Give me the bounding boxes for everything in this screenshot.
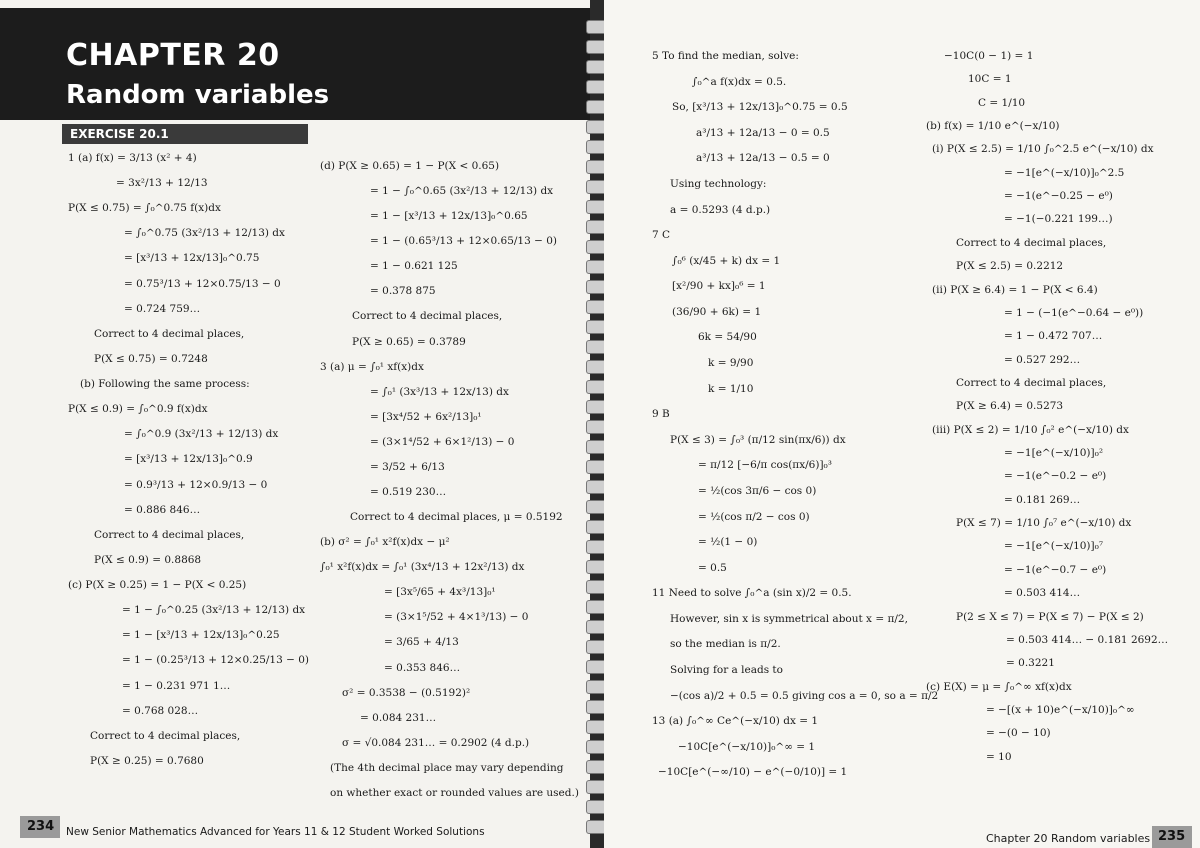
solution-line: = 1 − 0.231 971 1…	[122, 680, 231, 692]
solution-line: ∫₀⁶ (x/45 + k) dx = 1	[672, 255, 781, 267]
right-page	[604, 0, 1200, 848]
solution-line: P(X ≤ 0.9) = 0.8868	[94, 554, 202, 566]
solution-line: (b) Following the same process:	[80, 378, 250, 390]
solution-line: Correct to 4 decimal places, μ = 0.5192	[350, 511, 563, 523]
solution-line: = 10	[986, 751, 1012, 763]
solution-line: = ∫₀^0.75 (3x²/13 + 12/13) dx	[124, 227, 285, 239]
solution-line: (b) σ² = ∫₀¹ x²f(x)dx − μ²	[320, 536, 450, 548]
solution-line: [x²/90 + kx]₀⁶ = 1	[672, 280, 766, 292]
solution-line: = 1 − (0.25³/13 + 12×0.25/13 − 0)	[122, 654, 310, 666]
solution-line: P(X ≥ 0.65) = 0.3789	[352, 336, 466, 348]
solution-line: = ∫₀¹ (3x³/13 + 12x/13) dx	[370, 386, 509, 398]
solution-line: so the median is π/2.	[670, 638, 781, 650]
solution-line: (iii) P(X ≤ 2) = 1/10 ∫₀² e^(−x/10) dx	[932, 424, 1129, 436]
solution-line: = −1(e^−0.2 − e⁰)	[1004, 470, 1107, 482]
solution-line: = 1 − 0.621 125	[370, 260, 458, 272]
right-page-number: 235	[1158, 829, 1186, 844]
solution-line: = 0.3221	[1006, 657, 1055, 669]
solution-line: = [x³/13 + 12x/13]₀^0.75	[124, 252, 260, 264]
solution-line: (c) P(X ≥ 0.25) = 1 − P(X < 0.25)	[68, 579, 247, 591]
solution-line: = 0.378 875	[370, 285, 436, 297]
solution-line: P(X ≤ 3) = ∫₀³ (π/12 sin(πx/6)) dx	[670, 434, 846, 446]
solution-line: 13 (a) ∫₀^∞ Ce^(−x/10) dx = 1	[652, 715, 819, 727]
solution-line: P(X ≤ 7) = 1/10 ∫₀⁷ e^(−x/10) dx	[956, 517, 1132, 529]
solution-line: = 1 − [x³/13 + 12x/13]₀^0.25	[122, 629, 280, 641]
solution-line: −(cos a)/2 + 0.5 = 0.5 giving cos a = 0, so a = π/2	[670, 690, 939, 702]
left-page-number: 234	[27, 819, 55, 834]
solution-line: = ½(cos 3π/6 − cos 0)	[698, 485, 817, 497]
solution-line: = 0.181 269…	[1004, 494, 1081, 506]
solution-line: = 1 − (−1(e^−0.64 − e⁰))	[1004, 307, 1144, 319]
solution-line: = −[(x + 10)e^(−x/10)]₀^∞	[986, 704, 1135, 716]
solution-line: = 1 − ∫₀^0.25 (3x²/13 + 12/13) dx	[122, 604, 306, 616]
solution-line: = 0.527 292…	[1004, 354, 1081, 366]
solution-line: 7 C	[652, 229, 671, 241]
solution-line: on whether exact or rounded values are used.)	[330, 787, 579, 799]
solution-line: (c) E(X) = μ = ∫₀^∞ xf(x)dx	[926, 681, 1072, 693]
solution-line: k = 1/10	[708, 383, 754, 395]
solution-line: = ½(1 − 0)	[698, 536, 758, 548]
solution-line: P(X ≤ 0.9) = ∫₀^0.9 f(x)dx	[68, 403, 208, 415]
solution-line: −10C(0 − 1) = 1	[944, 50, 1034, 62]
solution-line: a³/13 + 12a/13 − 0.5 = 0	[696, 152, 830, 164]
solution-line: = 0.9³/13 + 12×0.9/13 − 0	[124, 479, 268, 491]
solution-line: = −1(e^−0.7 − e⁰)	[1004, 564, 1107, 576]
solution-line: = π/12 [−6/π cos(πx/6)]₀³	[698, 459, 832, 471]
solution-line: Correct to 4 decimal places,	[956, 237, 1107, 249]
solution-line: Correct to 4 decimal places,	[90, 730, 241, 742]
solution-line: (36/90 + 6k) = 1	[672, 306, 762, 318]
solution-line: 5 To find the median, solve:	[652, 50, 799, 62]
solution-line: (i) P(X ≤ 2.5) = 1/10 ∫₀^2.5 e^(−x/10) dx	[932, 143, 1154, 155]
solution-line: Correct to 4 decimal places,	[94, 529, 245, 541]
chapter-number: CHAPTER 20	[66, 38, 280, 73]
left-footer-text: New Senior Mathematics Advanced for Years 11 & 12 Student Worked Solutions	[66, 826, 485, 838]
solution-line: 6k = 54/90	[698, 331, 757, 343]
solution-line: Correct to 4 decimal places,	[94, 328, 245, 340]
chapter-title: Random variables	[66, 80, 330, 110]
solution-line: σ² = 0.3538 − (0.5192)²	[342, 687, 471, 699]
solution-line: = 1 − 0.472 707…	[1004, 330, 1103, 342]
solution-line: = 3/65 + 4/13	[384, 636, 459, 648]
solution-line: = ½(cos π/2 − cos 0)	[698, 511, 810, 523]
solution-line: C = 1/10	[978, 97, 1026, 109]
solution-line: = 0.353 846…	[384, 662, 461, 674]
solution-line: = 3x²/13 + 12/13	[116, 177, 208, 189]
solution-line: = −1(e^−0.25 − e⁰)	[1004, 190, 1113, 202]
solution-line: (The 4th decimal place may vary depending	[330, 762, 564, 774]
right-footer-text: Chapter 20 Random variables	[986, 832, 1151, 845]
solution-line: (ii) P(X ≥ 6.4) = 1 − P(X < 6.4)	[932, 284, 1098, 296]
solution-line: = 0.724 759…	[124, 303, 201, 315]
solution-line: 9 B	[652, 408, 670, 420]
solution-line: = 0.503 414…	[1004, 587, 1081, 599]
solution-line: 1 (a) f(x) = 3/13 (x² + 4)	[68, 152, 197, 164]
solution-line: = 0.519 230…	[370, 486, 447, 498]
solution-line: = (3×1⁴/52 + 6×1²/13) − 0	[370, 436, 515, 448]
solution-line: Solving for a leads to	[670, 664, 783, 676]
solution-line: = −1[e^(−x/10)]₀^2.5	[1004, 167, 1125, 179]
solution-line: = [3x⁴/52 + 6x²/13]₀¹	[370, 411, 482, 423]
exercise-label: EXERCISE 20.1	[70, 127, 169, 141]
solution-line: = 3/52 + 6/13	[370, 461, 445, 473]
solution-line: P(X ≤ 0.75) = 0.7248	[94, 353, 208, 365]
solution-line: = ∫₀^0.9 (3x²/13 + 12/13) dx	[124, 428, 279, 440]
solution-line: = 0.503 414… − 0.181 2692…	[1006, 634, 1169, 646]
solution-line: (b) f(x) = 1/10 e^(−x/10)	[926, 120, 1060, 132]
solution-line: = 1 − (0.65³/13 + 12×0.65/13 − 0)	[370, 235, 558, 247]
solution-line: σ = √0.084 231… = 0.2902 (4 d.p.)	[342, 737, 530, 749]
solution-line: P(X ≤ 0.75) = ∫₀^0.75 f(x)dx	[68, 202, 221, 214]
solution-line: = −(0 − 10)	[986, 727, 1051, 739]
chapter-banner	[0, 8, 596, 120]
solution-line: = 0.084 231…	[360, 712, 437, 724]
solution-line: ∫₀^a f(x)dx = 0.5.	[692, 76, 787, 88]
solution-line: Using technology:	[670, 178, 767, 190]
solution-line: = 1 − [x³/13 + 12x/13]₀^0.65	[370, 210, 528, 222]
solution-line: Correct to 4 decimal places,	[352, 310, 503, 322]
solution-line: −10C[e^(−∞/10) − e^(−0/10)] = 1	[658, 766, 848, 778]
solution-line: = −1[e^(−x/10)]₀²	[1004, 447, 1104, 459]
exercise-heading	[62, 124, 308, 144]
solution-line: = (3×1⁵/52 + 4×1³/13) − 0	[384, 611, 529, 623]
solution-line: Correct to 4 decimal places,	[956, 377, 1107, 389]
solution-line: k = 9/90	[708, 357, 754, 369]
solution-line: −10C[e^(−x/10)]₀^∞ = 1	[678, 741, 816, 753]
solution-line: = −1[e^(−x/10)]₀⁷	[1004, 540, 1104, 552]
solution-line: So, [x³/13 + 12x/13]₀^0.75 = 0.5	[672, 101, 848, 113]
solution-line: = 0.886 846…	[124, 504, 201, 516]
solution-line: P(2 ≤ X ≤ 7) = P(X ≤ 7) − P(X ≤ 2)	[956, 611, 1144, 623]
solution-line: P(X ≥ 0.25) = 0.7680	[90, 755, 204, 767]
solution-line: = [x³/13 + 12x/13]₀^0.9	[124, 453, 253, 465]
solution-line: 10C = 1	[968, 73, 1012, 85]
solution-line: However, sin x is symmetrical about x = π/2,	[670, 613, 908, 625]
solution-line: P(X ≤ 2.5) = 0.2212	[956, 260, 1064, 272]
right-page-number-box	[1152, 826, 1192, 848]
solution-line: 3 (a) μ = ∫₀¹ xf(x)dx	[320, 361, 424, 373]
left-page	[0, 0, 596, 848]
solution-line: (d) P(X ≥ 0.65) = 1 − P(X < 0.65)	[320, 160, 500, 172]
solution-line: = −1(−0.221 199…)	[1004, 213, 1113, 225]
solution-line: P(X ≥ 6.4) = 0.5273	[956, 400, 1064, 412]
solution-line: = 0.5	[698, 562, 727, 574]
solution-line: 11 Need to solve ∫₀^a (sin x)/2 = 0.5.	[652, 587, 852, 599]
solution-line: ∫₀¹ x²f(x)dx = ∫₀¹ (3x⁴/13 + 12x²/13) dx	[320, 561, 525, 573]
solution-line: = 0.75³/13 + 12×0.75/13 − 0	[124, 278, 281, 290]
left-page-number-box	[20, 816, 60, 838]
solution-line: = 0.768 028…	[122, 705, 199, 717]
solution-line: = 1 − ∫₀^0.65 (3x²/13 + 12/13) dx	[370, 185, 554, 197]
solution-line: = [3x⁵/65 + 4x³/13]₀¹	[384, 586, 496, 598]
solution-line: a³/13 + 12a/13 − 0 = 0.5	[696, 127, 830, 139]
solution-line: a = 0.5293 (4 d.p.)	[670, 204, 771, 216]
